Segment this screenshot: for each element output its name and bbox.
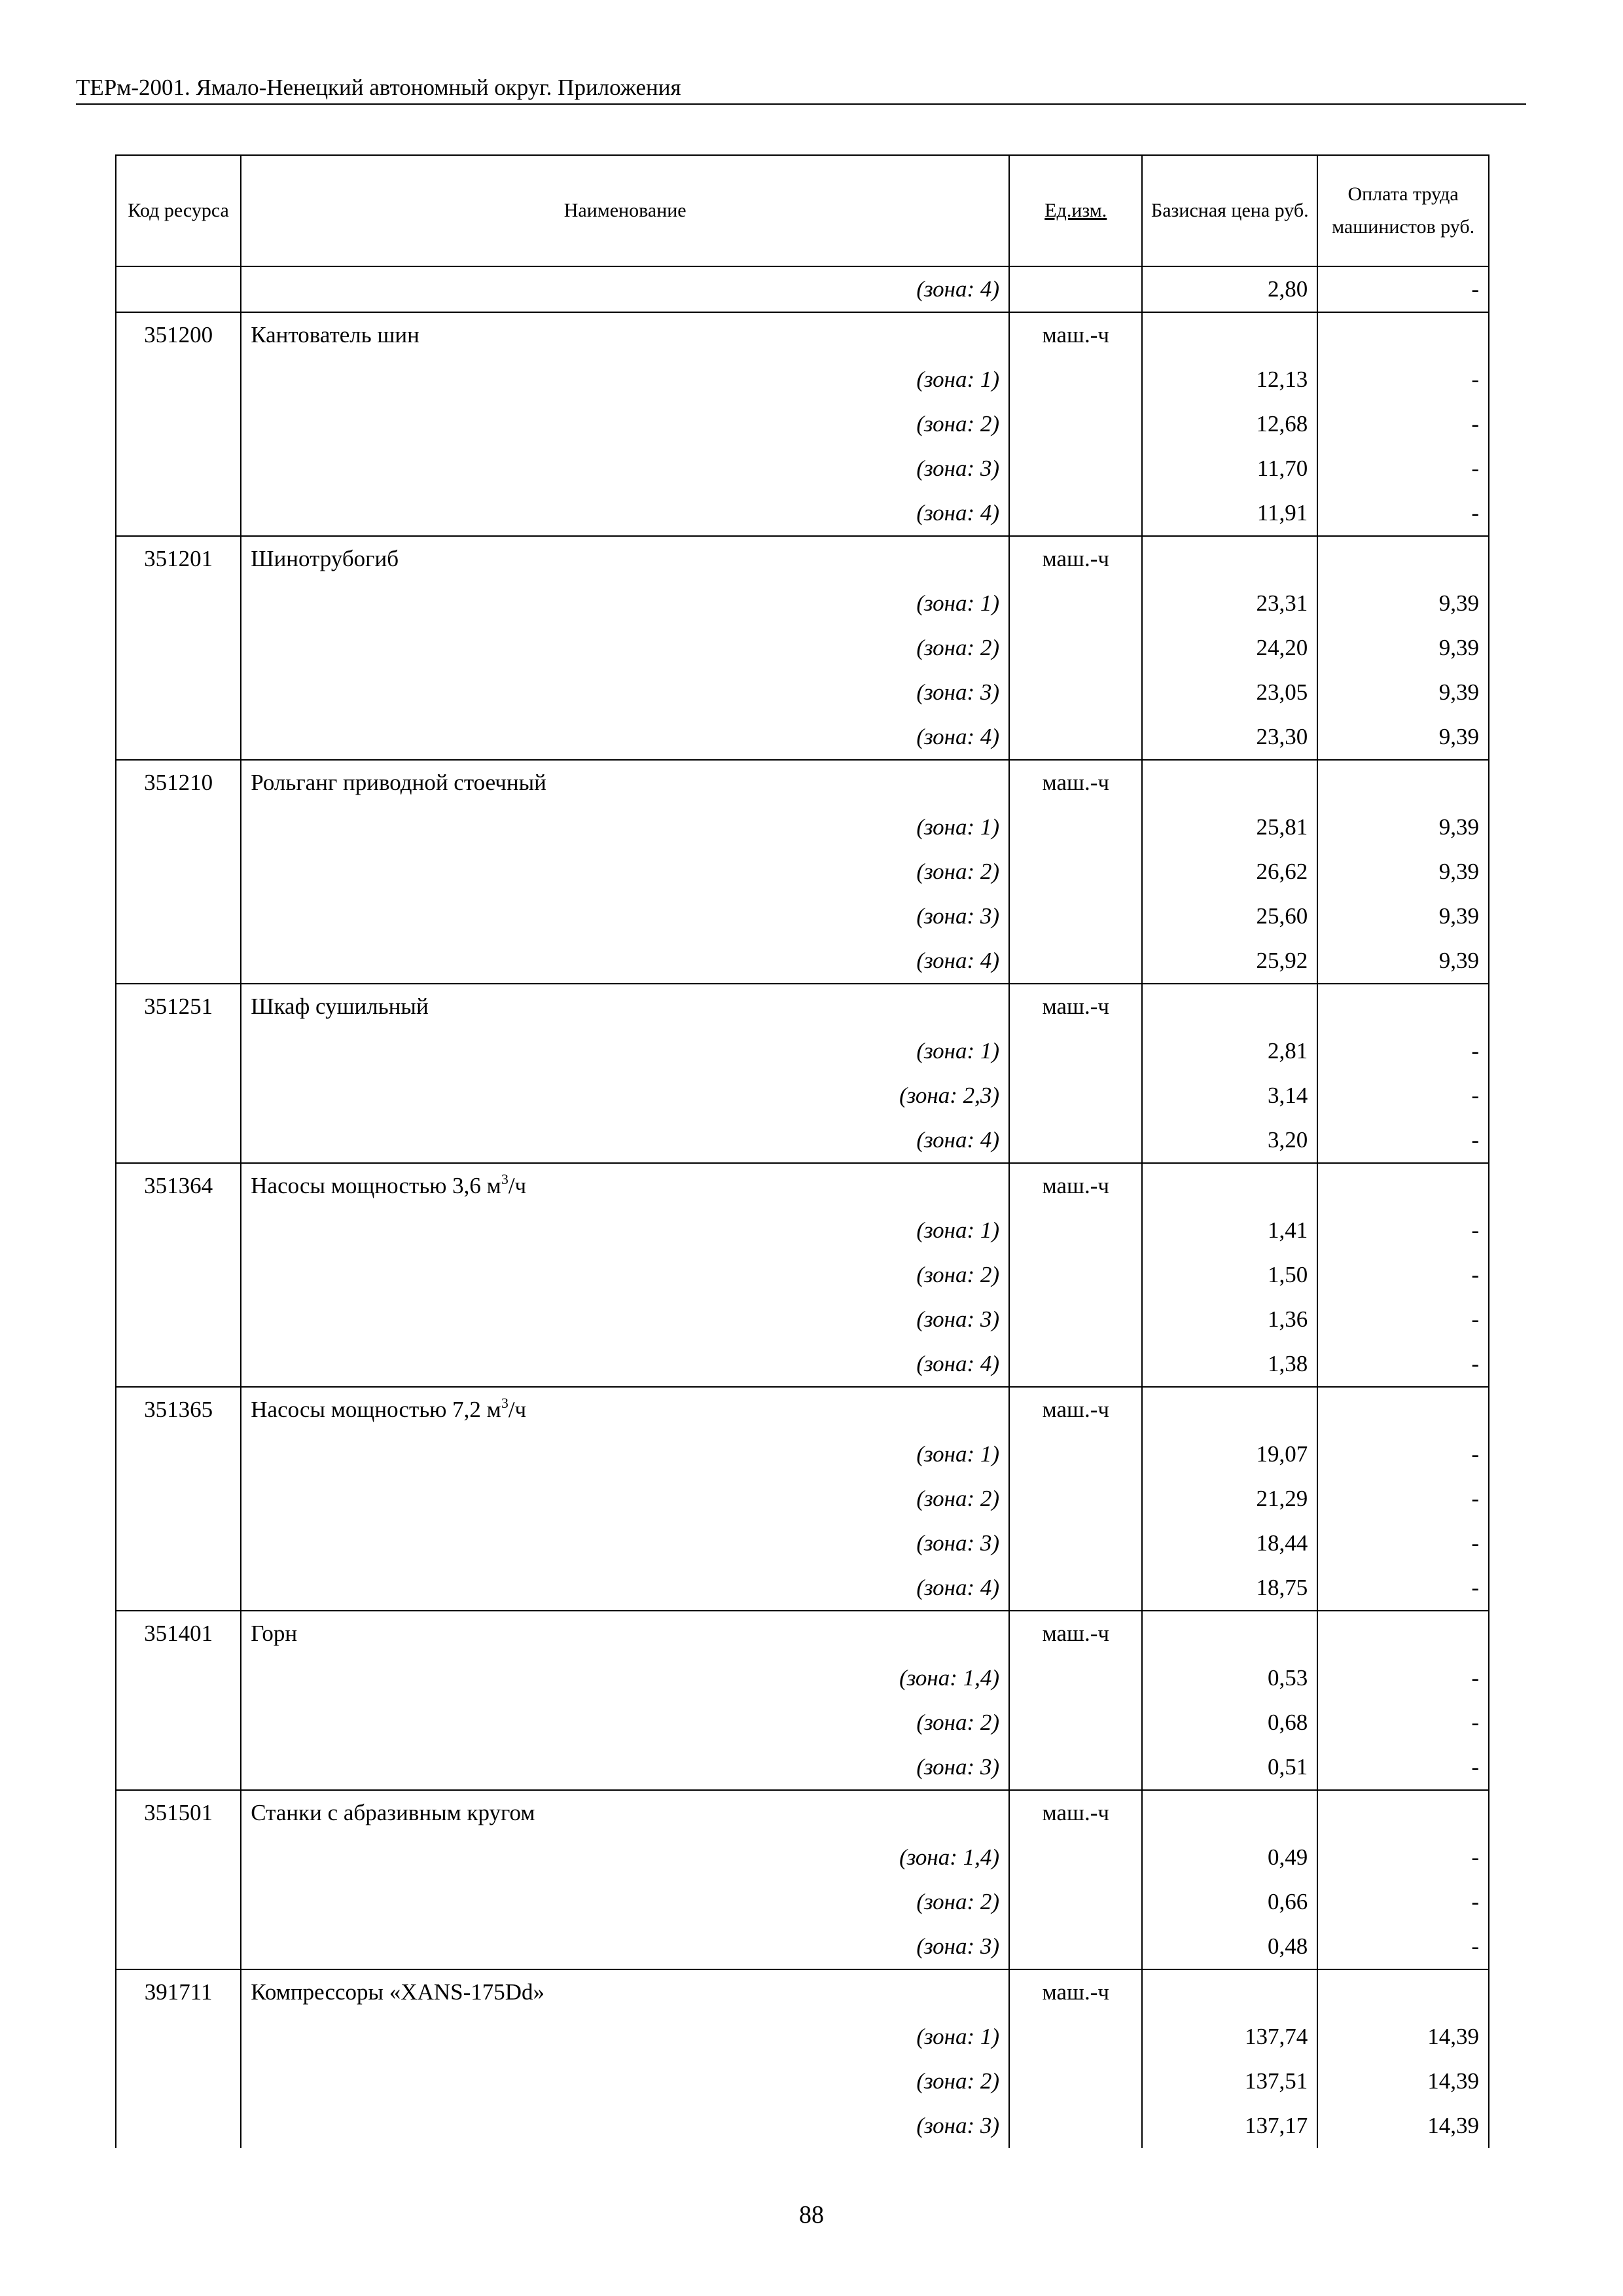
resource-name-text: Насосы мощностью 3,6 м [251, 1173, 501, 1198]
zone-cell: (зона: 1) [241, 1029, 1009, 1073]
unit-cell [1009, 581, 1142, 626]
resource-name-text: Кантователь шин [251, 322, 419, 348]
table-header [116, 155, 1489, 266]
resource-row [116, 536, 1489, 581]
resource-name-text: Станки с абразивным кругом [251, 1800, 535, 1825]
pay-cell: - [1317, 1342, 1489, 1387]
zone-row [116, 1253, 1489, 1297]
resource-row [116, 984, 1489, 1029]
code-cell [116, 2015, 241, 2059]
price-cell: 0,48 [1142, 1924, 1317, 1969]
price-cell: 11,70 [1142, 446, 1317, 491]
zone-cell: (зона: 1,4) [241, 1835, 1009, 1880]
pay-cell: - [1317, 1297, 1489, 1342]
zone-row [116, 1700, 1489, 1745]
price-cell: 25,81 [1142, 805, 1317, 850]
resource-name [241, 1969, 1009, 2015]
unit-cell [1009, 1208, 1142, 1253]
resource-name-superscript: 3 [501, 1171, 508, 1187]
code-cell [116, 1029, 241, 1073]
unit-cell [1009, 2015, 1142, 2059]
unit-cell [1009, 446, 1142, 491]
code-cell [116, 1745, 241, 1790]
zone-cell: (зона: 4) [241, 715, 1009, 760]
resource-code: 351251 [116, 984, 241, 1029]
table-body [116, 266, 1489, 2148]
pay-cell [1317, 1969, 1489, 2015]
column-header-pay: Оплата труда машинистов руб. [1317, 155, 1489, 266]
zone-row [116, 581, 1489, 626]
unit-cell [1009, 1118, 1142, 1163]
zone-cell: (зона: 2) [241, 626, 1009, 670]
pay-cell: - [1317, 1656, 1489, 1700]
zone-row [116, 1118, 1489, 1163]
price-cell: 137,51 [1142, 2059, 1317, 2104]
zone-row [116, 357, 1489, 402]
zone-cell: (зона: 2) [241, 850, 1009, 894]
unit-cell [1009, 491, 1142, 536]
resource-name-superscript: 3 [501, 1395, 508, 1411]
column-header-code: Код ресурса [116, 155, 241, 266]
pay-cell: - [1317, 1432, 1489, 1477]
pay-cell: - [1317, 1566, 1489, 1611]
price-cell: 0,66 [1142, 1880, 1317, 1924]
zone-cell: (зона: 1,4) [241, 1656, 1009, 1700]
unit-cell [1009, 850, 1142, 894]
resource-unit: маш.-ч [1009, 1163, 1142, 1208]
unit-cell [1009, 1835, 1142, 1880]
column-header-name: Наименование [241, 155, 1009, 266]
code-cell [116, 805, 241, 850]
zone-cell: (зона: 1) [241, 1208, 1009, 1253]
code-cell [116, 1342, 241, 1387]
price-cell: 1,38 [1142, 1342, 1317, 1387]
pay-cell: - [1317, 1029, 1489, 1073]
zone-cell: (зона: 2) [241, 2059, 1009, 2104]
pay-cell: 9,39 [1317, 626, 1489, 670]
unit-cell [1009, 805, 1142, 850]
zone-row [116, 1342, 1489, 1387]
zone-cell: (зона: 3) [241, 446, 1009, 491]
price-cell: 19,07 [1142, 1432, 1317, 1477]
resource-name [241, 312, 1009, 357]
resource-name [241, 760, 1009, 805]
price-cell: 18,75 [1142, 1566, 1317, 1611]
zone-row [116, 1477, 1489, 1521]
zone-row [116, 1656, 1489, 1700]
price-cell [1142, 984, 1317, 1029]
zone-cell: (зона: 4) [241, 491, 1009, 536]
code-cell [116, 1208, 241, 1253]
zone-cell: (зона: 3) [241, 670, 1009, 715]
price-cell: 23,05 [1142, 670, 1317, 715]
zone-cell: (зона: 3) [241, 1745, 1009, 1790]
zone-row [116, 1566, 1489, 1611]
price-cell: 1,36 [1142, 1297, 1317, 1342]
resource-code: 351365 [116, 1387, 241, 1432]
pay-cell: 14,39 [1317, 2104, 1489, 2148]
unit-cell [1009, 1342, 1142, 1387]
code-cell [116, 1073, 241, 1118]
pay-cell [1317, 760, 1489, 805]
zone-row [116, 939, 1489, 984]
zone-row [116, 1029, 1489, 1073]
price-cell: 1,41 [1142, 1208, 1317, 1253]
zone-cell: (зона: 3) [241, 2104, 1009, 2148]
code-cell [116, 1521, 241, 1566]
resource-name [241, 536, 1009, 581]
zone-row [116, 1208, 1489, 1253]
unit-cell [1009, 2059, 1142, 2104]
price-cell: 23,31 [1142, 581, 1317, 626]
code-cell [116, 2059, 241, 2104]
unit-cell [1009, 1029, 1142, 1073]
unit-cell [1009, 1073, 1142, 1118]
pay-cell: - [1317, 1253, 1489, 1297]
page-number: 88 [799, 2201, 824, 2229]
pay-cell [1317, 1163, 1489, 1208]
pay-cell: - [1317, 266, 1489, 312]
pay-cell: - [1317, 1700, 1489, 1745]
zone-cell: (зона: 1) [241, 357, 1009, 402]
price-cell: 12,68 [1142, 402, 1317, 446]
pay-cell: 14,39 [1317, 2015, 1489, 2059]
resource-name-suffix: /ч [508, 1397, 527, 1422]
resource-name [241, 984, 1009, 1029]
zone-row [116, 446, 1489, 491]
price-cell: 21,29 [1142, 1477, 1317, 1521]
pay-cell: - [1317, 1477, 1489, 1521]
zone-cell: (зона: 2) [241, 1253, 1009, 1297]
code-cell [116, 1297, 241, 1342]
price-cell: 137,74 [1142, 2015, 1317, 2059]
unit-cell [1009, 357, 1142, 402]
resource-code: 351210 [116, 760, 241, 805]
code-cell [116, 1880, 241, 1924]
price-cell: 11,91 [1142, 491, 1317, 536]
pay-cell [1317, 312, 1489, 357]
price-cell: 18,44 [1142, 1521, 1317, 1566]
code-cell [116, 715, 241, 760]
pay-cell: 14,39 [1317, 2059, 1489, 2104]
pay-cell: 9,39 [1317, 939, 1489, 984]
zone-cell: (зона: 4) [241, 1342, 1009, 1387]
zone-row [116, 1835, 1489, 1880]
code-cell [116, 1924, 241, 1969]
continuation-row [116, 266, 1489, 312]
unit-cell [1009, 1477, 1142, 1521]
unit-cell [1009, 1297, 1142, 1342]
zone-row [116, 850, 1489, 894]
pay-cell [1317, 1611, 1489, 1656]
price-cell [1142, 312, 1317, 357]
pay-cell: - [1317, 1208, 1489, 1253]
unit-cell [1009, 670, 1142, 715]
price-cell: 3,14 [1142, 1073, 1317, 1118]
resource-unit: маш.-ч [1009, 1387, 1142, 1432]
zone-row [116, 1432, 1489, 1477]
code-cell [116, 402, 241, 446]
code-cell [116, 1835, 241, 1880]
zone-row [116, 1297, 1489, 1342]
zone-row [116, 2104, 1489, 2148]
code-cell [116, 626, 241, 670]
resource-name-text: Рольганг приводной стоечный [251, 770, 546, 795]
code-cell [116, 1432, 241, 1477]
zone-cell: (зона: 2) [241, 1477, 1009, 1521]
zone-row [116, 670, 1489, 715]
column-header-unit [1009, 155, 1142, 266]
zone-cell: (зона: 3) [241, 1924, 1009, 1969]
resource-row [116, 760, 1489, 805]
resource-unit: маш.-ч [1009, 312, 1142, 357]
pay-cell: 9,39 [1317, 894, 1489, 939]
price-cell: 137,17 [1142, 2104, 1317, 2148]
zone-cell: (зона: 1) [241, 805, 1009, 850]
resource-name [241, 1387, 1009, 1432]
resource-name-text: Шкаф сушильный [251, 994, 429, 1019]
pay-cell: 9,39 [1317, 581, 1489, 626]
resource-code: 351401 [116, 1611, 241, 1656]
zone-cell: (зона: 1) [241, 581, 1009, 626]
price-cell: 0,53 [1142, 1656, 1317, 1700]
zone-row [116, 1073, 1489, 1118]
code-cell [116, 1253, 241, 1297]
resource-name-text: Компрессоры «XANS-175Dd» [251, 1979, 545, 2005]
resource-code: 351200 [116, 312, 241, 357]
resource-unit: маш.-ч [1009, 1790, 1142, 1835]
price-cell: 2,81 [1142, 1029, 1317, 1073]
price-cell: 2,80 [1142, 266, 1317, 312]
unit-cell [1009, 1521, 1142, 1566]
zone-row [116, 1745, 1489, 1790]
unit-cell [1009, 1700, 1142, 1745]
resource-code: 351364 [116, 1163, 241, 1208]
resource-name [241, 1790, 1009, 1835]
zone-cell: (зона: 2) [241, 1700, 1009, 1745]
pay-cell: 9,39 [1317, 670, 1489, 715]
price-cell: 0,49 [1142, 1835, 1317, 1880]
unit-cell [1009, 1924, 1142, 1969]
unit-cell [1009, 2104, 1142, 2148]
zone-cell: (зона: 4) [241, 1118, 1009, 1163]
zone-row [116, 491, 1489, 536]
price-cell [1142, 760, 1317, 805]
price-cell: 25,60 [1142, 894, 1317, 939]
pay-cell: - [1317, 357, 1489, 402]
pay-cell: - [1317, 402, 1489, 446]
unit-cell [1009, 1432, 1142, 1477]
unit-cell [1009, 266, 1142, 312]
code-cell [116, 894, 241, 939]
zone-cell: (зона: 3) [241, 1297, 1009, 1342]
resource-name-suffix: /ч [508, 1173, 527, 1198]
code-cell [116, 850, 241, 894]
price-cell: 3,20 [1142, 1118, 1317, 1163]
resource-code: 351201 [116, 536, 241, 581]
zone-cell: (зона: 4) [241, 1566, 1009, 1611]
resource-unit: маш.-ч [1009, 1611, 1142, 1656]
resource-name-text: Шинотрубогиб [251, 546, 399, 571]
resource-row [116, 1611, 1489, 1656]
resource-unit: маш.-ч [1009, 1969, 1142, 2015]
resource-name-text: Насосы мощностью 7,2 м [251, 1397, 501, 1422]
code-cell [116, 446, 241, 491]
price-cell: 24,20 [1142, 626, 1317, 670]
resource-name [241, 1163, 1009, 1208]
pay-cell: - [1317, 1924, 1489, 1969]
code-cell [116, 357, 241, 402]
pay-cell [1317, 1387, 1489, 1432]
zone-cell: (зона: 1) [241, 1432, 1009, 1477]
unit-cell [1009, 1656, 1142, 1700]
code-cell [116, 2104, 241, 2148]
pay-cell: 9,39 [1317, 850, 1489, 894]
resource-name-text: Горн [251, 1621, 298, 1646]
price-cell [1142, 1790, 1317, 1835]
resource-row [116, 1387, 1489, 1432]
pay-cell: - [1317, 1835, 1489, 1880]
pay-cell: 9,39 [1317, 715, 1489, 760]
pay-cell [1317, 984, 1489, 1029]
code-cell [116, 1477, 241, 1521]
resource-unit: маш.-ч [1009, 760, 1142, 805]
price-cell: 26,62 [1142, 850, 1317, 894]
resource-name [241, 1611, 1009, 1656]
zone-cell: (зона: 4) [241, 939, 1009, 984]
pay-cell: - [1317, 1880, 1489, 1924]
zone-cell: (зона: 1) [241, 2015, 1009, 2059]
zone-cell: (зона: 2,3) [241, 1073, 1009, 1118]
pay-cell: - [1317, 1745, 1489, 1790]
resource-code: 391711 [116, 1969, 241, 2015]
unit-cell [1009, 1253, 1142, 1297]
price-cell: 12,13 [1142, 357, 1317, 402]
running-header [76, 73, 1526, 105]
unit-cell [1009, 939, 1142, 984]
price-cell: 23,30 [1142, 715, 1317, 760]
resource-price-table [115, 154, 1489, 2148]
zone-row [116, 894, 1489, 939]
resource-unit: маш.-ч [1009, 984, 1142, 1029]
pay-cell: - [1317, 1521, 1489, 1566]
zone-cell: (зона: 2) [241, 1880, 1009, 1924]
pay-cell [1317, 1790, 1489, 1835]
zone-cell: (зона: 3) [241, 894, 1009, 939]
zone-row [116, 2059, 1489, 2104]
unit-cell [1009, 626, 1142, 670]
pay-cell: 9,39 [1317, 805, 1489, 850]
zone-cell: (зона: 3) [241, 1521, 1009, 1566]
pay-cell: - [1317, 491, 1489, 536]
pay-cell: - [1317, 446, 1489, 491]
price-cell [1142, 1969, 1317, 2015]
price-cell [1142, 1611, 1317, 1656]
zone-row [116, 715, 1489, 760]
column-header-unit-label: Ед.изм. [1044, 200, 1107, 221]
code-cell [116, 266, 241, 312]
price-cell: 0,51 [1142, 1745, 1317, 1790]
resource-row [116, 1969, 1489, 2015]
zone-row [116, 805, 1489, 850]
zone-row [116, 2015, 1489, 2059]
zone-cell: (зона: 2) [241, 402, 1009, 446]
code-cell [116, 581, 241, 626]
unit-cell [1009, 1566, 1142, 1611]
resource-row [116, 1163, 1489, 1208]
unit-cell [1009, 715, 1142, 760]
price-cell: 1,50 [1142, 1253, 1317, 1297]
zone-row [116, 1924, 1489, 1969]
pay-cell [1317, 536, 1489, 581]
code-cell [116, 1700, 241, 1745]
unit-cell [1009, 1880, 1142, 1924]
resource-unit: маш.-ч [1009, 536, 1142, 581]
code-cell [116, 1566, 241, 1611]
pay-cell: - [1317, 1118, 1489, 1163]
zone-cell: (зона: 4) [241, 266, 1009, 312]
running-header-title: ТЕРм-2001. Ямало-Ненецкий автономный округ. Приложения [76, 75, 681, 100]
unit-cell [1009, 402, 1142, 446]
resource-code: 351501 [116, 1790, 241, 1835]
code-cell [116, 1656, 241, 1700]
zone-row [116, 626, 1489, 670]
zone-row [116, 402, 1489, 446]
price-cell [1142, 536, 1317, 581]
price-cell [1142, 1163, 1317, 1208]
zone-row [116, 1880, 1489, 1924]
column-header-price: Базисная цена руб. [1142, 155, 1317, 266]
unit-cell [1009, 894, 1142, 939]
zone-row [116, 1521, 1489, 1566]
code-cell [116, 491, 241, 536]
code-cell [116, 1118, 241, 1163]
resource-row [116, 1790, 1489, 1835]
price-cell: 25,92 [1142, 939, 1317, 984]
code-cell [116, 670, 241, 715]
price-cell: 0,68 [1142, 1700, 1317, 1745]
pay-cell: - [1317, 1073, 1489, 1118]
resource-row [116, 312, 1489, 357]
price-cell [1142, 1387, 1317, 1432]
code-cell [116, 939, 241, 984]
unit-cell [1009, 1745, 1142, 1790]
